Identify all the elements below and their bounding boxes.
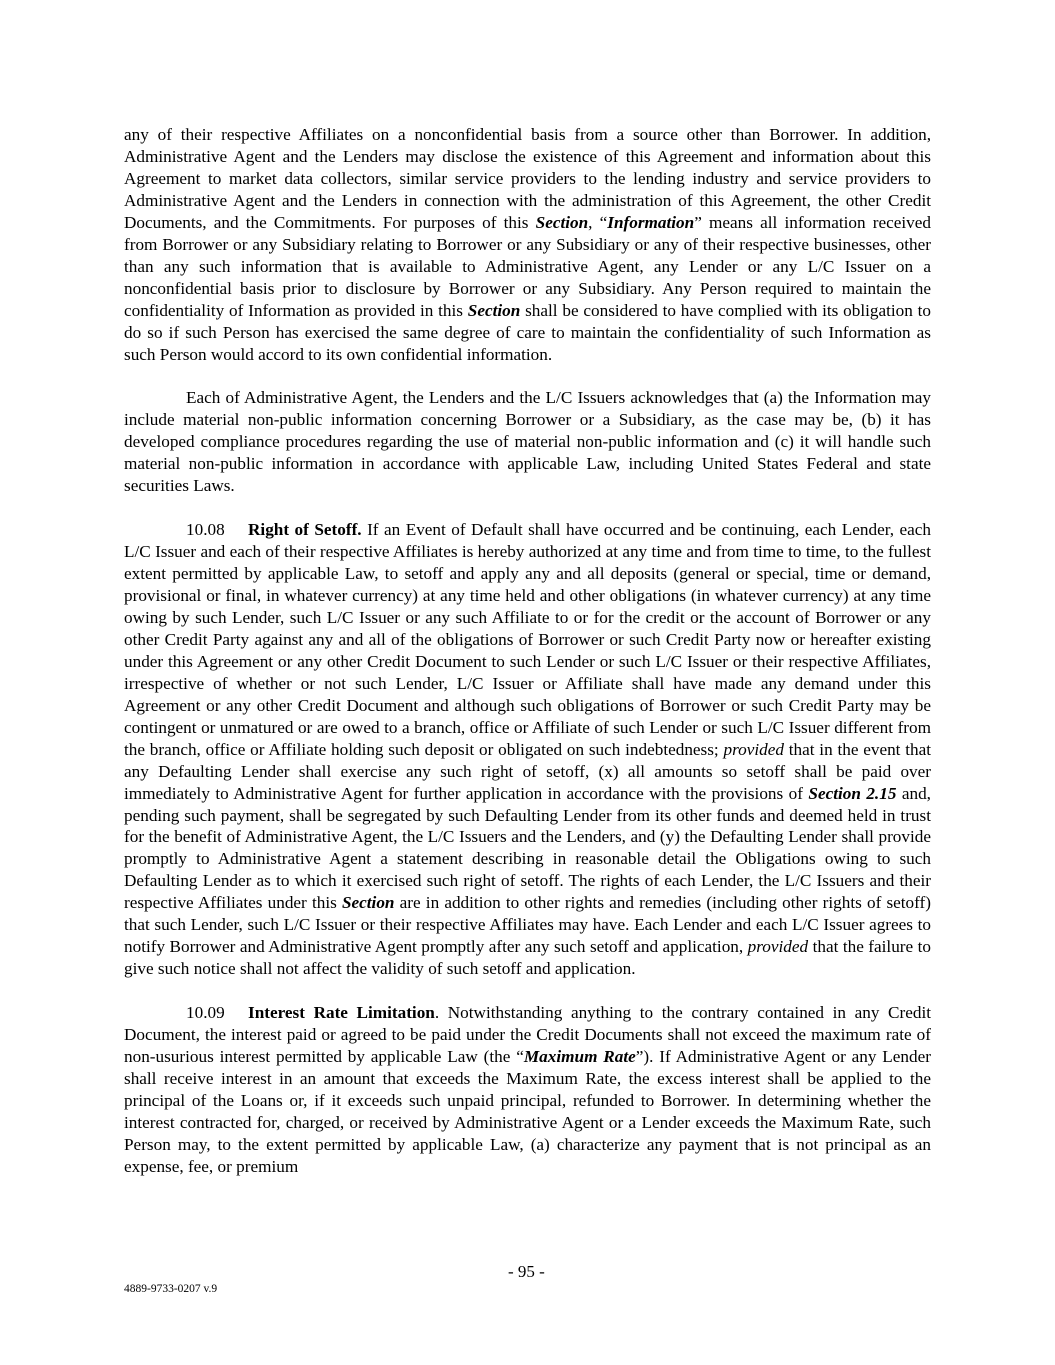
text-run: Each of Administrative Agent, the Lenders and the L/C Issuers acknowledges that (a) the Information may include material non-public information concerning Borrower or a Subsidiary, as the case may be, (b) it has developed compliance procedures regarding the use of material non-public information and (c) it will handle such material non-public information in accordance with applicable Law, including United States Federal and state securities Laws.	[124, 388, 931, 496]
document-body	[124, 124, 931, 1200]
text-run: . Notwithstanding anything to the contrary contained in any Credit Document, the interest paid or agreed to be paid under the Credit Documents shall not exceed the maximum rate of non-usurious interest permitted by applicable Law (the “	[124, 1003, 931, 1066]
defined-term: Section	[341, 893, 395, 913]
text-run: , “	[588, 212, 608, 232]
section-heading: Right of Setoff.	[248, 520, 362, 540]
defined-term: Section 2.15	[808, 783, 897, 803]
text-run: If an Event of Default shall have occurred and be continuing, each Lender, each L/C Issuer and each of their respective Affiliates is hereby authorized at any time and from time to time, to the fullest extent permitted by applicable Law, to setoff and apply any and all deposits (general or special, time or demand, provisional or final, in whatever currency) at any time held and other obligations (in whatever currency) at any time owing by such Lender, such L/C Issuer or any such Affiliate to or for the credit or the account of Borrower or any other Credit Party against any and all of the obligations of Borrower or such Credit Party now or hereafter existing under this Agreement or any other Credit Document to such Lender or such L/C Issuer or their respective Affiliates, irrespective of whether or not such Lender, L/C Issuer or Affiliate shall have made any demand under this Agreement or any other Credit Document and although such obligations of Borrower or such Credit Party may be contingent or unmatured or are owed to a branch, office or Affiliate of such Lender or such L/C Issuer different from the branch, office or Affiliate holding such deposit or obligated on such indebtedness;	[124, 520, 931, 759]
page-number: - 95 -	[508, 1262, 545, 1281]
paragraph	[124, 387, 931, 497]
emphasis-text: provided	[747, 937, 809, 957]
defined-term: Information	[607, 212, 695, 232]
text-run: and, pending such payment, shall be segregated by such Defaulting Lender from its other funds and deemed held in trust for the benefit of Administrative Agent, the L/C Issuers and the Lenders, and (y) the Defaulting Lender shall provide promptly to Administrative Agent a statement describing in reasonable detail the Obligations owing to such Defaulting Lender as to which it exercised such right of setoff. The rights of each Lender, the L/C Issuers and their respective Affiliates under this	[124, 783, 931, 913]
defined-term: Section	[467, 300, 521, 320]
defined-term: Section	[535, 212, 589, 232]
paragraph	[124, 124, 931, 365]
section-heading: Interest Rate Limitation	[248, 1003, 435, 1023]
text-run: that the failure to give such notice shall not affect the validity of such setoff and application.	[124, 937, 931, 979]
text-run: are in addition to other rights and remedies (including other rights of setoff) that such Lender, such L/C Issuer or their respective Affiliates may have. Each Lender and each L/C Issuer agrees to notify Borrower and Administrative Agent promptly after any such setoff and application,	[124, 893, 932, 957]
text-run: any of their respective Affiliates on a nonconfidential basis from a source other than Borrower. In addition, Administrative Agent and the Lenders may disclose the existence of this Agreement and information about this Agreement to market data collectors, similar service providers to the lending industry and service providers to Administrative Agent and the Lenders in connection with the administration of this Agreement, the other Credit Documents, and the Commitments. For purposes of this	[124, 125, 931, 232]
emphasis-text: provided	[723, 739, 784, 759]
section-number: 10.08	[186, 520, 225, 540]
defined-term: Maximum Rate	[523, 1046, 636, 1066]
section-number: 10.09	[186, 1003, 225, 1023]
section-10-08	[124, 519, 931, 980]
text-run: shall be considered to have complied with its obligation to do so if such Person has exercised the same degree of care to maintain the confidentiality of such Information as such Person would accord to its own confidential information.	[124, 300, 931, 364]
section-10-09	[124, 1002, 931, 1178]
text-run: ”). If Administrative Agent or any Lender shall receive interest in an amount that exceeds the Maximum Rate, the excess interest shall be applied to the principal of the Loans or, if it exceeds such unpaid principal, refunded to Borrower. In determining whether the interest contracted for, charged, or received by Administrative Agent or a Lender exceeds the Maximum Rate, such Person may, to the extent permitted by applicable Law, (a) characterize any payment that is not principal as an expense, fee, or premium	[124, 1046, 931, 1176]
text-run: that in the event that any Defaulting Lender shall exercise any such right of setoff, (x) all amounts so setoff shall be paid over immediately to Administrative Agent for further application in accordance with the provisions of	[124, 739, 932, 803]
text-run: ” means all information received from Borrower or any Subsidiary relating to Borrower or any Subsidiary or any of their respective businesses, other than any such information that is available to Administrative Agent, any Lender or any L/C Issuer on a nonconfidential basis prior to disclosure by Borrower or any Subsidiary. Any Person required to maintain the confidentiality of Information as provided in this	[124, 212, 931, 320]
document-id: 4889-9733-0207 v.9	[124, 1283, 218, 1295]
